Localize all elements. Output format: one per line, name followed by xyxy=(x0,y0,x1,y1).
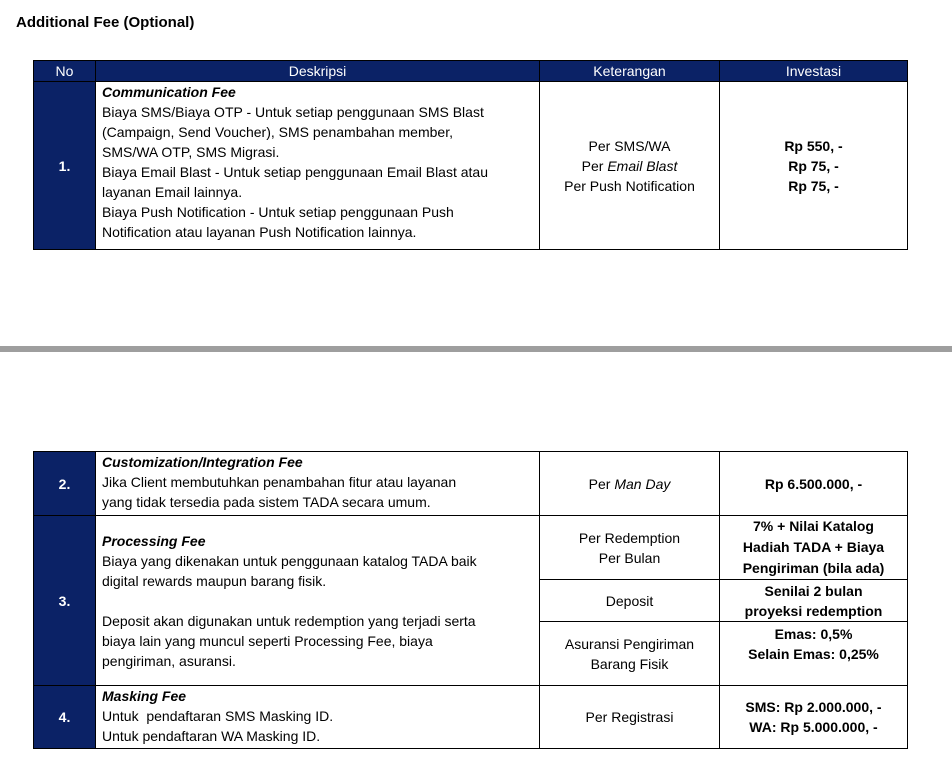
header-deskripsi: Deskripsi xyxy=(96,61,540,82)
page-divider xyxy=(0,346,952,352)
desc-line: (Campaign, Send Voucher), SMS penambahan member, xyxy=(102,124,453,140)
row-investasi xyxy=(720,516,908,580)
table-row xyxy=(34,82,908,250)
inv-line: Rp 550, - xyxy=(784,137,843,154)
desc-line: Biaya SMS/Biaya OTP - Untuk setiap penggunaan SMS Blast xyxy=(102,104,484,120)
row-number: 3. xyxy=(34,516,96,686)
row-keterangan: Deposit xyxy=(540,580,720,622)
inv-line: Hadiah TADA + Biaya xyxy=(742,539,885,555)
row-keterangan xyxy=(540,622,720,686)
table-row xyxy=(34,452,908,516)
inv-line: Rp 75, - xyxy=(788,157,839,174)
row-keterangan xyxy=(540,516,720,580)
table-row xyxy=(34,516,908,580)
fee-title: Processing Fee xyxy=(102,532,206,549)
desc-line: Deposit akan digunakan untuk redemption yang terjadi serta xyxy=(102,612,476,629)
inv-line: Pengiriman (bila ada) xyxy=(742,560,885,576)
inv-line: SMS: Rp 2.000.000, - xyxy=(745,699,882,715)
inv-line: Selain Emas: 0,25% xyxy=(748,646,879,662)
additional-fee-table-bottom xyxy=(33,451,908,749)
row-description xyxy=(96,516,540,686)
desc-line: Untuk pendaftaran SMS Masking ID. xyxy=(102,708,334,724)
row-investasi: Rp 6.500.000, - xyxy=(720,452,908,516)
inv-line: 7% + Nilai Katalog xyxy=(753,518,874,534)
inv-line: Rp 75, - xyxy=(788,177,839,194)
row-number: 2. xyxy=(34,452,96,516)
row-keterangan: Per Registrasi xyxy=(540,686,720,749)
inv-line: WA: Rp 5.000.000, - xyxy=(749,719,878,735)
ket-line: Per Push Notification xyxy=(564,177,695,194)
desc-line: Notification atau layanan Push Notification lainnya. xyxy=(102,224,417,240)
row-description xyxy=(96,686,540,749)
row-keterangan xyxy=(540,82,720,250)
fee-title: Communication Fee xyxy=(102,84,236,100)
header-investasi: Investasi xyxy=(720,61,908,82)
desc-line: biaya lain yang muncul seperti Processing Fee, biaya xyxy=(102,632,433,649)
row-investasi xyxy=(720,686,908,749)
desc-line: Biaya Push Notification - Untuk setiap penggunaan Push xyxy=(102,204,454,220)
header-keterangan: Keterangan xyxy=(540,61,720,82)
ket-line: Asuransi Pengiriman xyxy=(564,635,695,652)
inv-line: proyeksi redemption xyxy=(744,602,883,619)
desc-line: Biaya Email Blast - Untuk setiap penggunaan Email Blast atau xyxy=(102,164,488,180)
row-description xyxy=(96,82,540,250)
table-header-row xyxy=(34,61,908,82)
desc-line: Untuk pendaftaran WA Masking ID. xyxy=(102,728,321,744)
desc-line: pengiriman, asuransi. xyxy=(102,652,236,669)
table-row xyxy=(34,686,908,749)
ket-line: Per Email Blast xyxy=(581,157,678,174)
desc-line: layanan Email lainnya. xyxy=(102,184,243,200)
row-investasi xyxy=(720,622,908,686)
row-investasi xyxy=(720,82,908,250)
ket-line: Per Redemption xyxy=(578,529,681,546)
row-keterangan: Per Man Day xyxy=(540,452,720,516)
row-number: 1. xyxy=(34,82,96,250)
desc-line: digital rewards maupun barang fisik. xyxy=(102,572,327,589)
inv-line: Senilai 2 bulan xyxy=(764,582,863,599)
desc-line: Jika Client membutuhkan penambahan fitur atau layanan xyxy=(102,474,457,490)
row-description xyxy=(96,452,540,516)
ket-line: Per SMS/WA xyxy=(588,137,671,154)
row-number: 4. xyxy=(34,686,96,749)
fee-title: Customization/Integration Fee xyxy=(102,454,303,470)
desc-line: yang tidak tersedia pada sistem TADA secara umum. xyxy=(102,494,431,510)
desc-line: SMS/WA OTP, SMS Migrasi. xyxy=(102,144,280,160)
inv-line: Emas: 0,5% xyxy=(774,626,853,642)
ket-line: Barang Fisik xyxy=(590,655,669,672)
additional-fee-table-top xyxy=(33,60,908,250)
ket-line: Per Bulan xyxy=(598,549,661,566)
fee-title: Masking Fee xyxy=(102,688,187,704)
desc-line: Biaya yang dikenakan untuk penggunaan katalog TADA baik xyxy=(102,552,477,569)
row-investasi xyxy=(720,580,908,622)
page-title: Additional Fee (Optional) xyxy=(16,14,195,31)
header-no: No xyxy=(34,61,96,82)
